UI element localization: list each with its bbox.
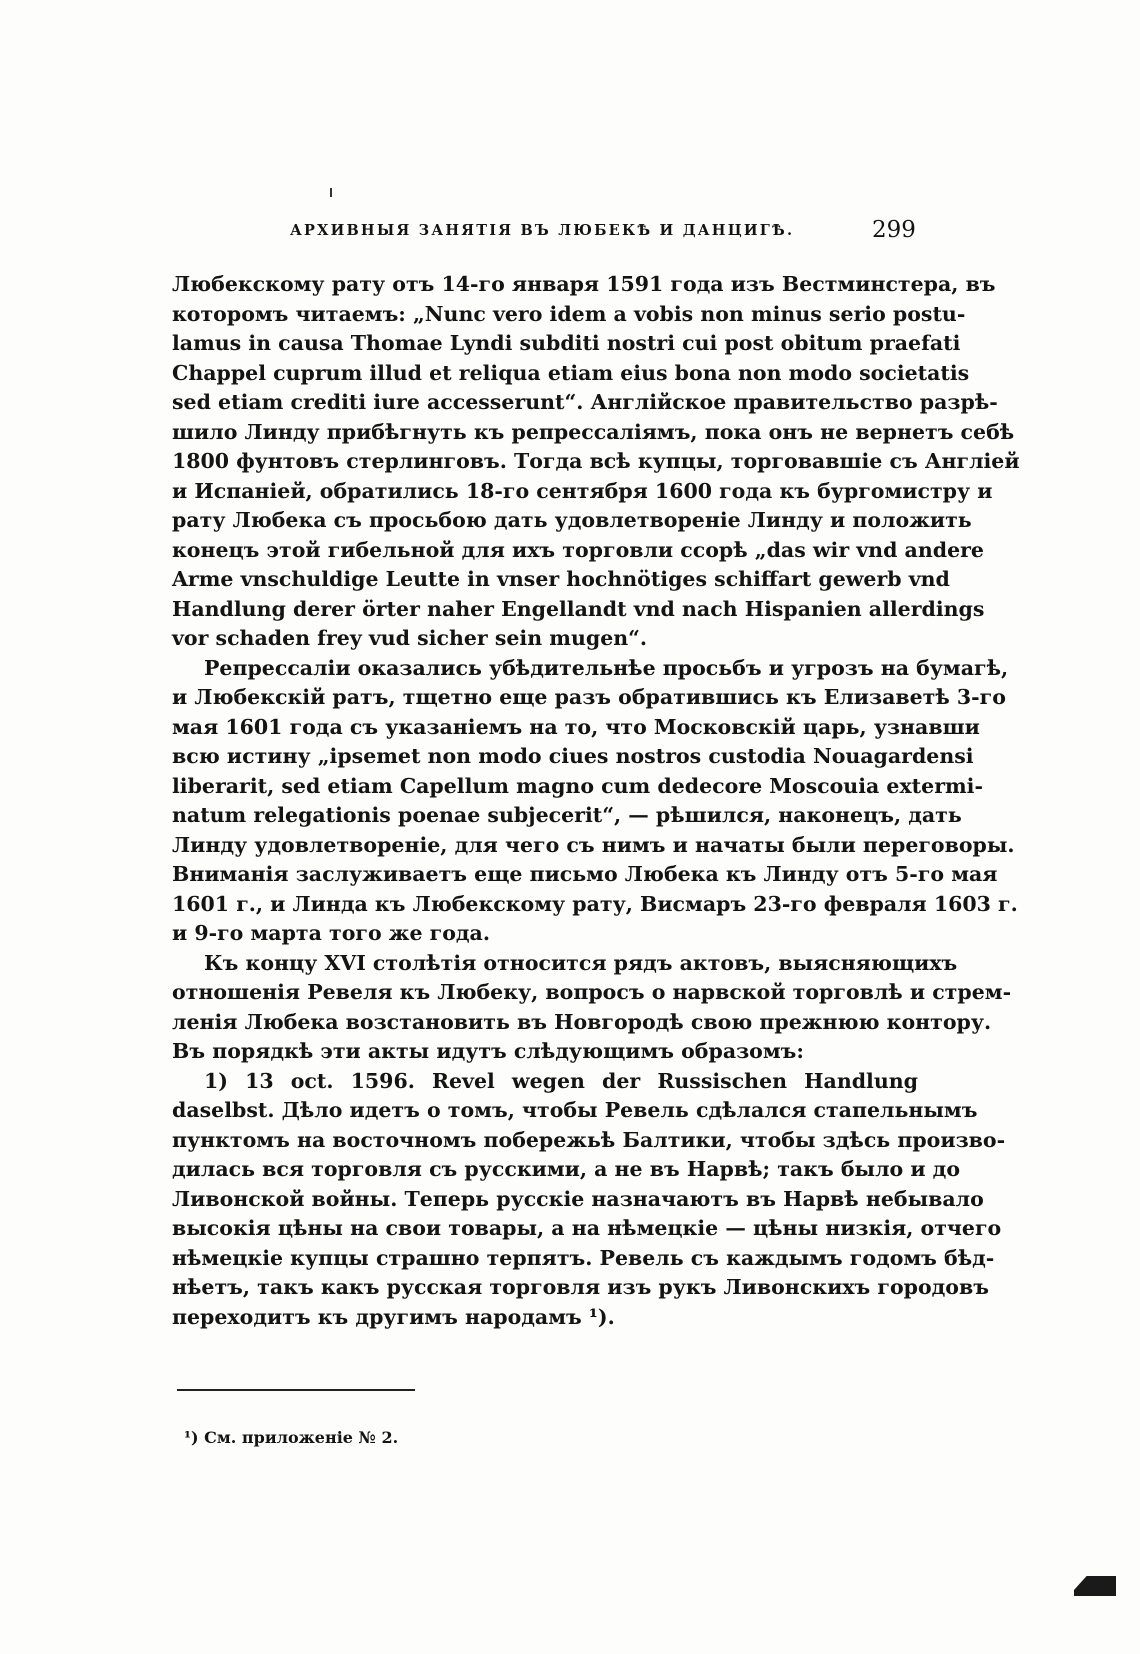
text-line: Репрессаліи оказались убѣдительнѣе просьбъ и угрозъ на бумагѣ,	[204, 655, 1009, 680]
text-line: vor schaden frey vud sicher sein mugen“.	[172, 626, 648, 650]
text-line: Въ порядкѣ эти акты идутъ слѣдующимъ образомъ:	[172, 1039, 804, 1063]
text-line: и Любекскій ратъ, тщетно еще разъ обратившись къ Елизаветѣ 3-го	[172, 685, 1006, 709]
footnote: ¹) См. приложеніе № 2.	[184, 1428, 399, 1447]
text-line: нѣетъ, такъ какъ русская торговля изъ рукъ Ливонскихъ городовъ	[172, 1275, 989, 1299]
text-line: Handlung derer örter naher Engellandt vnd nach Hispanien allerdings	[172, 596, 985, 621]
text-line: Линду удовлетвореніе, для чего съ нимъ и начаты были переговоры.	[172, 832, 1015, 857]
text-line: 1800 фунтовъ стерлинговъ. Тогда всѣ купцы, торговавшіе съ Англіей	[172, 449, 1020, 473]
body-text	[172, 270, 1020, 1332]
text-line: Chappel cuprum illud et reliqua etiam eius bona non modo societatis	[172, 360, 970, 385]
text-line: дилась вся торговля съ русскими, а не въ Нарвѣ; такъ было и до	[172, 1157, 961, 1181]
text-line: нѣмецкіе купцы страшно терпятъ. Ревель съ каждымъ годомъ бѣд-	[172, 1245, 995, 1270]
text-line: Вниманія заслуживаетъ еще письмо Любека къ Линду отъ 5-го мая	[172, 862, 998, 886]
text-line: Къ концу XVI столѣтія относится рядъ актовъ, выясняющихъ	[204, 950, 958, 975]
text-line: отношенія Ревеля къ Любеку, вопросъ о нарвской торговлѣ и стрем-	[172, 980, 1012, 1004]
scan-corner-mark	[1074, 1576, 1116, 1596]
text-line: и Испаніей, обратились 18-го сентября 1600 года къ бургомистру и	[172, 478, 993, 503]
text-line: liberarit, sed etiam Capellum magno cum dedecore Moscouia extermi-	[172, 773, 983, 798]
text-line: пунктомъ на восточномъ побережьѣ Балтики, чтобы здѣсь произво-	[172, 1127, 1006, 1152]
text-line: переходитъ къ другимъ народамъ ¹).	[172, 1304, 615, 1329]
text-line: sed etiam crediti iure accesserunt“. Англійское правительство разрѣ-	[172, 390, 998, 414]
text-line: Любекскому рату отъ 14-го января 1591 года изъ Вестминстера, въ	[172, 272, 996, 296]
text-line: 1) 13 oct. 1596. Revel wegen der Russischen Handlung	[204, 1068, 918, 1093]
page-number: 299	[872, 217, 916, 243]
footnote-divider	[177, 1389, 415, 1391]
running-head: АРХИВНЫЯ ЗАНЯТІЯ ВЪ ЛЮБЕКѢ И ДАНЦИГѢ.	[290, 222, 795, 239]
text-line: Arme vnschuldige Leutte in vnser hochnötiges schiffart gewerb vnd	[172, 567, 950, 591]
text-line: мая 1601 года съ указаніемъ на то, что Московскій царь, узнавши	[172, 714, 980, 739]
text-line: шило Линду прибѣгнуть къ репрессаліямъ, пока онъ не вернетъ себѣ	[172, 419, 1015, 444]
text-line: которомъ читаемъ: „Nunc vero idem a vobis non minus serio postu-	[172, 301, 966, 326]
text-line: daselbst. Дѣло идетъ о томъ, чтобы Ревель сдѣлался стапельнымъ	[172, 1098, 978, 1122]
text-line: natum relegationis poenae subjecerit“, — рѣшился, наконецъ, дать	[172, 803, 962, 827]
text-line: Ливонской войны. Теперь русскіе назначаютъ въ Нарвѣ небывало	[172, 1186, 984, 1211]
text-line: всю истину „ipsemet non modo ciues nostros custodia Nouagardensi	[172, 744, 974, 768]
text-line: ленія Любека возстановить въ Новгородѣ свою прежнюю контору.	[172, 1009, 992, 1034]
text-line: и 9-го марта того же года.	[172, 921, 490, 945]
stray-ink-mark	[330, 188, 332, 197]
text-line: конецъ этой гибельной для ихъ торговли ссорѣ „das wir vnd andere	[172, 537, 984, 562]
text-line: 1601 г., и Линда къ Любекскому рату, Висмаръ 23-го февраля 1603 г.	[172, 891, 1018, 916]
text-line: рату Любека съ просьбою дать удовлетвореніе Линду и положить	[172, 508, 972, 532]
text-line: высокія цѣны на свои товары, а на нѣмецкіе — цѣны низкія, отчего	[172, 1216, 1002, 1240]
text-line: lamus in causa Thomae Lyndi subditi nostri cui post obitum praefati	[172, 331, 961, 355]
